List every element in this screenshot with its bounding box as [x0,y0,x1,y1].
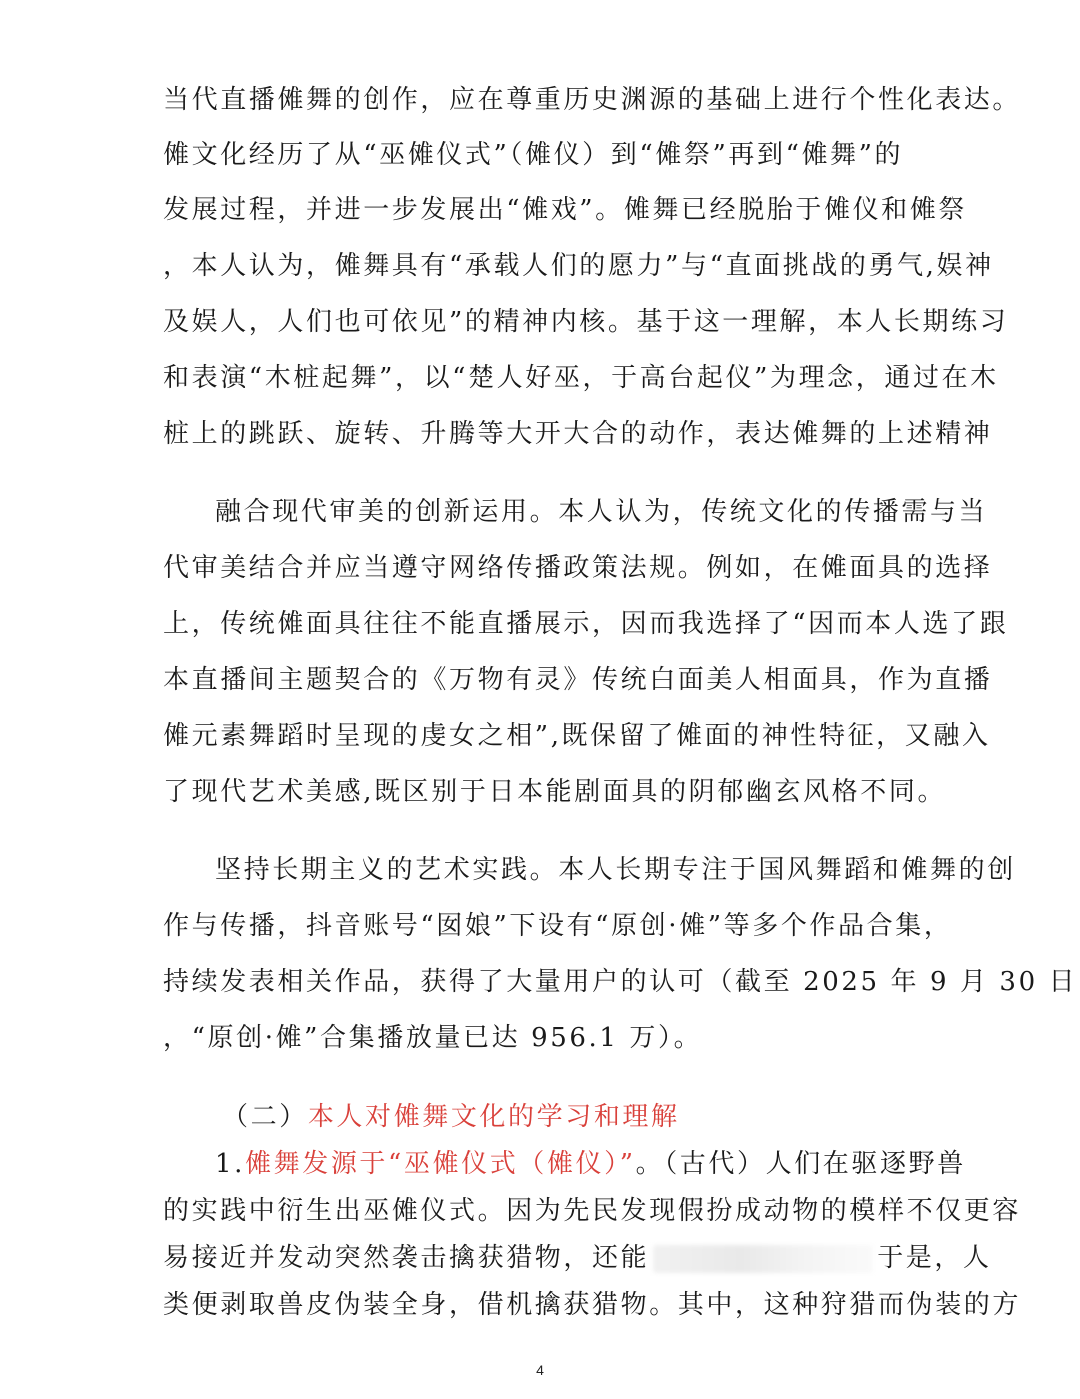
paragraph-line: 类便剥取兽皮伪装全身，借机擒获猎物。其中，这种狩猎而伪装的方 [163,1290,1022,1320]
paragraph-line: 作与传播，抖音账号“囡娘”下设有“原创·傩”等多个作品合集， [163,911,953,941]
paragraph-line: 及娱人，人们也可依见”的精神内核。基于这一理解，本人长期练习 [163,307,1009,337]
section-heading [222,1100,680,1134]
paragraph-line: 发展过程，并进一步发展出“傩戏”。傩舞已经脱胎于傩仪和傩祭 [163,195,967,225]
item-highlight: 傩舞发源于“巫傩仪式（傩仪）” [245,1149,636,1179]
paragraph-line: 坚持长期主义的艺术实践。本人长期专注于国风舞蹈和傩舞的创 [215,855,1016,885]
paragraph-line: 傩元素舞蹈时呈现的虔女之相”,既保留了傩面的神性特征，又融入 [163,721,991,751]
paragraph-line: 上，传统傩面具往往不能直播展示，因而我选择了“因而本人选了跟 [163,609,1009,639]
line-end: 于是，人 [877,1243,992,1273]
paragraph-line: 的实践中衍生出巫傩仪式。因为先民发现假扮成动物的模样不仅更容 [163,1196,1022,1226]
item-text: 。（古代）人们在驱逐野兽 [635,1149,966,1179]
page-number: 4 [536,1362,544,1378]
section-heading-prefix: （二） [222,1102,308,1132]
paragraph-line: 和表演“木桩起舞”，以“楚人好巫，于高台起仪”为理念，通过在木 [163,363,999,393]
paragraph-line: 桩上的跳跃、旋转、升腾等大开大合的动作，表达傩舞的上述精神 [163,419,993,449]
paragraph-line [163,1241,992,1275]
paragraph-line: 傩文化经历了从“巫傩仪式”（傩仪）到“傩祭”再到“傩舞”的 [163,140,904,170]
item-number: 1. [215,1149,246,1179]
redacted-region [653,1245,873,1273]
paragraph-line: ，本人认为，傩舞具有“承载人们的愿力”与“直面挑战的勇气,娱神 [163,251,994,281]
paragraph-line: 融合现代审美的创新运用。本人认为，传统文化的传播需与当 [215,497,988,527]
section-heading-text: 本人对傩舞文化的学习和理解 [307,1102,680,1132]
numbered-item [215,1147,966,1181]
paragraph-line: ，“原创·傩”合集播放量已达 956.1 万）。 [163,1023,703,1053]
line-start: 易接近并发动突然袭击擒获猎物，还能 [163,1243,650,1273]
paragraph-line: 了现代艺术美感,既区别于日本能剧面具的阴郁幽玄风格不同。 [163,777,947,807]
paragraph-line: 当代直播傩舞的创作，应在尊重历史渊源的基础上进行个性化表达。 [163,85,1022,115]
paragraph-line: 代审美结合并应当遵守网络传播政策法规。例如，在傩面具的选择 [163,553,993,583]
paragraph-line: 本直播间主题契合的《万物有灵》传统白面美人相面具，作为直播 [163,665,993,695]
paragraph-line: 持续发表相关作品，获得了大量用户的认可（截至 2025 年 9 月 30 日 [163,967,1078,997]
